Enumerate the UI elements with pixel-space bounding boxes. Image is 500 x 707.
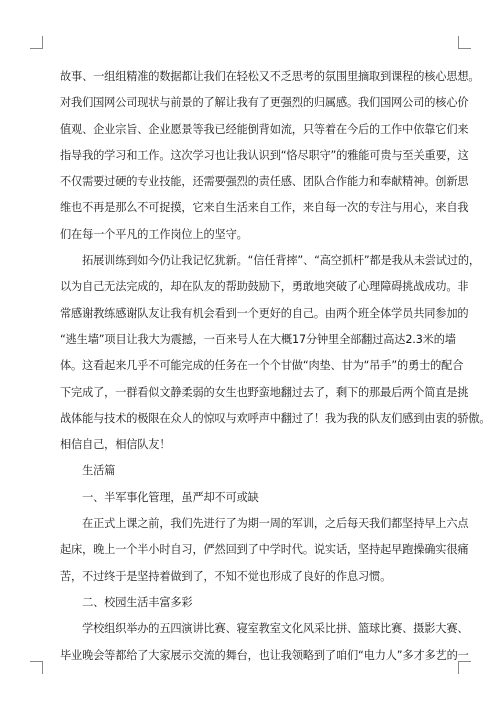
text-line: 们在每一个平凡的工作岗位上的坚守。 [60,227,248,241]
text-line: 拓展训练到如今仍让我记忆犹新。“信任背摔”、“高空抓杆”都是我从未尝试过的， [60,254,480,268]
text-line: 对我们国网公司现状与前景的了解让我有了更强烈的归属感。我们国网公司的核心价 [60,96,469,110]
section-heading: 生活篇 [60,464,116,478]
subsection-heading: 一、半军事化管理，虽严却不可或缺 [60,490,259,504]
text-line: 相信自己，相信队友！ [60,438,171,452]
text-line: 起床，晚上一个半小时自习，俨然回到了中学时代。说实话，坚持起早跑操确实很痛 [60,543,469,557]
crop-mark-bottom-right [458,661,471,674]
crop-mark-top-right [458,36,471,49]
text-line: 苦，不过终于是坚持着做到了，不知不觉也形成了良好的作息习惯。 [60,569,392,583]
text-line: 以为自己无法完成的，却在队友的帮助鼓励下，勇敢地突破了心理障碍挑战成功。非 [60,280,469,294]
text-line: 在正式上课之前，我们先进行了为期一周的军训，之后每天我们都坚持早上六点 [60,517,469,531]
text-line: 体。这看起来几乎不可能完成的任务在一个个甘做“肉垫、甘为“吊手”的勇士的配合 [60,359,464,373]
text-line: 指导我的学习和工作。这次学习也让我认识到“恪尽职守”的雅能可贵与至关重要，这 [60,148,469,162]
crop-mark-bottom-left [30,661,43,674]
text-line: 常感谢教练感谢队友让我有机会看到一个更好的自己。由两个班全体学员共同参加的 [60,306,469,320]
document-body [60,64,491,669]
text-line: “逃生墙”项目让我大为震撼，一百来号人在大概17分钟里全部翻过高达2.3米的墙 [60,332,456,346]
text-line: 值观、企业宗旨、企业愿景等我已经能倒背如流，只等着在今后的工作中依靠它们来 [60,122,469,136]
crop-mark-top-left [30,36,43,49]
text-line: 毕业晚会等都给了大家展示交流的舞台，也让我领略到了咱们“电力人”多才多艺的一 [60,648,469,662]
text-line: 学校组织举办的五四演讲比赛、寝室教室文化风采比拼、篮球比赛、摄影大赛、 [60,622,469,636]
text-line: 维也不再是那么不可捉摸，它来自生活来自工作，来自每一次的专注与用心，来自我 [60,201,469,215]
text-line: 故事、一组组精准的数据都让我们在轻松又不乏思考的氛围里摘取到课程的核心思想。 [60,70,480,83]
subsection-heading: 二、校园生活丰富多彩 [60,595,193,609]
text-line: 战体能与技术的极限在众人的惊叹与欢呼声中翻过了！我为我的队友们感到由衷的骄傲。 [60,411,491,425]
text-line: 不仅需要过硬的专业技能，还需要强烈的责任感、团队合作能力和奉献精神。创新思 [60,175,469,189]
text-line: 下完成了，一群看似文静柔弱的女生也野蛮地翻过去了，剩下的那最后两个简直是挑 [60,385,469,399]
